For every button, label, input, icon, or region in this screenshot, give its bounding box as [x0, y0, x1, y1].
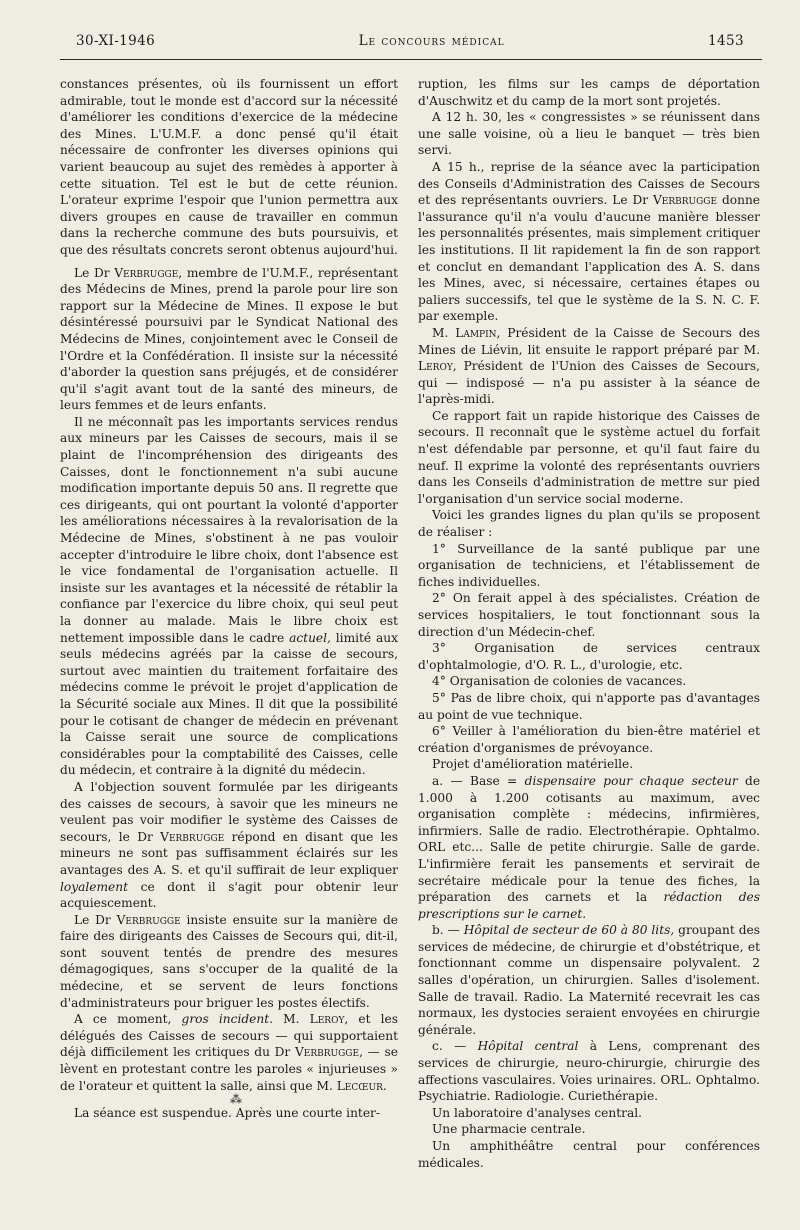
right-column	[418, 76, 760, 1171]
list-item: 1° Surveillance de la santé publique par une organisation de techniciens, et l'établissement de fiches individuelles.	[418, 541, 760, 589]
list-item: Une pharmacie centrale.	[432, 1122, 586, 1137]
page-header	[76, 33, 744, 55]
section-separator: ⁂	[230, 1092, 242, 1107]
list-item: 6° Veiller à l'amélioration du bien-être matériel et création d'organismes de prévoyance.	[418, 724, 760, 755]
paragraph: A l'objection souvent formulée par les dirigeants des caisses de secours, à savoir que les mineurs ne veulent pas voir modifier le système des Caisses de secours, le Dr Verbrugge répond en disant que les mineurs ne sont pas suffisamment éclairés sur les avantages des A. S. et qu'il suffirait de leur expliquer loyalement ce dont il s'agit pour obtenir leur acquiescement.	[60, 779, 399, 911]
left-column	[60, 76, 398, 1122]
journal-title: Le concours médical	[358, 33, 505, 49]
page-number: 1453	[708, 33, 744, 49]
paragraph: ruption, les films sur les camps de déportation d'Auschwitz et du camp de la mort sont projetés.	[418, 77, 760, 108]
list-item: Projet d'amélioration matérielle.	[432, 757, 634, 772]
issue-date: 30-XI-1946	[76, 33, 156, 49]
paragraph: A 15 h., reprise de la séance avec la participation des Conseils d'Administration des Caisses de Secours et des représentants ouvriers. Le Dr Verbrugge donne l'assurance qu'il n'a voulu d'aucune manière blesser les personnalités présentes, mais simplement critiquer les institutions. Il lit rapidement la fin de son rapport et conclut en demandant l'application des A. S. dans les Mines, avec, si nécessaire, certaines étapes ou paliers successifs, tel que le système de la S. N. C. F. par exemple.	[418, 159, 761, 324]
paragraph: Voici les grandes lignes du plan qu'ils se proposent de réaliser :	[418, 508, 760, 540]
plan-item-b: b. — Hôpital de secteur de 60 à 80 lits, groupant des services de médecine, de chirurgie et d'obstétrique, et fonctionnant comme un dispensaire polyvalent. 2 salles d'opération, un chirurgien. Salles d'isolement. Salle de travail. Radio. La Maternité recevrait les cas normaux, les dystocies seraient envoyées en chirurgie générale.	[418, 923, 761, 1037]
paragraph: constances présentes, où ils fournissent un effort admirable, tout le monde est d'accord sur la nécessité d'améliorer les conditions d'exercice de la médecine des Mines. L'U.M.F. a donc pensé qu'il était nécessaire de confronter les diverses opinions qui varient beaucoup au sujet des remèdes à apporter à cette situation. Tel est le but de cette réunion. L'orateur exprime l'espoir que l'union permettra aux divers groupes en cause de travailler en commun dans la recherche commune des buts poursuivis, et que des résultats concrets seront obtenus aujourd'hui.	[60, 77, 398, 257]
header-rule	[60, 59, 762, 60]
paragraph: A 12 h. 30, les « congressistes » se réunissent dans une salle voisine, où a lieu le banquet — très bien servi.	[418, 110, 760, 158]
list-item: 4° Organisation de colonies de vacances.	[432, 674, 687, 689]
plan-item-c: c. — Hôpital central à Lens, comprenant des services de chirurgie, neuro-chirurgie, chirurgie des affections vasculaires. Voies urinaires. ORL. Ophtalmo. Psychiatrie. Radiologie. Curiethérapie.	[418, 1039, 761, 1104]
list-item: 3° Organisation de services centraux d'ophtalmologie, d'O. R. L., d'urologie, etc.	[418, 641, 760, 672]
paragraph: A ce moment, gros incident. M. Leroy, et les délégués des Caisses de secours — qui supportaient déjà difficilement les critiques du Dr Verbrugge, — se lèvent en protestant contre les paroles « injurieuses » de l'orateur et quittent la salle, ainsi que M. Lecœur.	[60, 1012, 399, 1093]
paragraph: Ce rapport fait un rapide historique des Caisses de secours. Il reconnaît que le système actuel du forfait n'est défendable par personne, et qu'il faut faire du neuf. Il exprime la volonté des représentants ouvriers dans les Conseils d'administration de mettre sur pied l'organisation d'un service social moderne.	[418, 408, 760, 506]
paragraph: M. Lampin, Président de la Caisse de Secours des Mines de Liévin, lit ensuite le rapport préparé par M. Leroy, Président de l'Union des Caisses de Secours, qui — indisposé — n'a pu assister à la séance de l'après-midi.	[418, 325, 760, 407]
paragraph: Le Dr Verbrugge, membre de l'U.M.F., représentant des Médecins de Mines, prend la parole pour lire son rapport sur la Médecine de Mines. Il expose le but désintéressé poursuivi par le Syndicat National des Médecins de Mines, conjointement avec le Conseil de l'Ordre et la Confédération. Il insiste sur la nécessité d'aborder la question sans préjugés, et de considérer qu'il s'agit avant tout de la santé des mineurs, de leurs femmes et de leurs enfants.	[60, 265, 398, 413]
list-item: Un amphithéâtre central pour conférences médicales.	[418, 1139, 760, 1170]
paragraph: Il ne méconnaît pas les importants services rendus aux mineurs par les Caisses de secours, mais il se plaint de l'incompréhension des dirigeants des Caisses, dont le fonctionnement n'a subi aucune modification importante depuis 50 ans. Il regrette que ces dirigeants, qui ont pourtant la volonté d'apporter les améliorations nécessaires à la revalorisation de la Médecine de Mines, s'obstinent à ne pas vouloir accepter d'introduire le libre choix, dont l'absence est le vice fondamental de l'organisation actuelle. Il insiste sur les avantages et la nécessité de rétablir la confiance par l'exercice du libre choix, qui seul peut la donner au malade. Mais le libre choix est nettement impossible dans le cadre actuel, limité aux seuls médecins agréés par la caisse de secours, surtout avec maintien du traitement forfaitaire des médecins comme le prévoit le projet d'application de la Sécurité sociale aux Mines. Il dit que la possibilité pour le cotisant de changer de médecin en prévenant la Caisse serait une source de complications considérables pour la comptabilité des Caisses, celle du médecin, et contraire à la dignité du médecin.	[60, 414, 398, 778]
list-item: 5° Pas de libre choix, qui n'apporte pas d'avantages au point de vue technique.	[418, 690, 760, 722]
list-item: 2° On ferait appel à des spécialistes. Création de services hospitaliers, le tout fonctionnant sous la direction d'un Médecin-chef.	[418, 591, 760, 639]
plan-item-a: a. — Base = dispensaire pour chaque secteur de 1.000 à 1.200 cotisants au maximum, avec organisation complète : médecins, infirmières, infirmiers. Salle de radio. Electrothérapie. Ophtalmo. ORL etc... Salle de petite chirurgie. Salle de garde. L'infirmière ferait les pansements et servirait de secrétaire médicale pour la tenue des fiches, la préparation des carnets et la rédaction des prescriptions sur le carnet.	[418, 773, 761, 921]
list-item: Un laboratoire d'analyses central.	[432, 1105, 642, 1120]
paragraph: La séance est suspendue. Après une courte inter-	[74, 1106, 380, 1121]
paragraph: Le Dr Verbrugge insiste ensuite sur la manière de faire des dirigeants des Caisses de Secours qui, dit-il, sont souvent tentés de prendre des mesures démagogiques, sans s'occuper de la qualité de la médecine, et se servent de leurs fonctions d'administrateurs pour briguer les postes électifs.	[60, 912, 399, 1010]
